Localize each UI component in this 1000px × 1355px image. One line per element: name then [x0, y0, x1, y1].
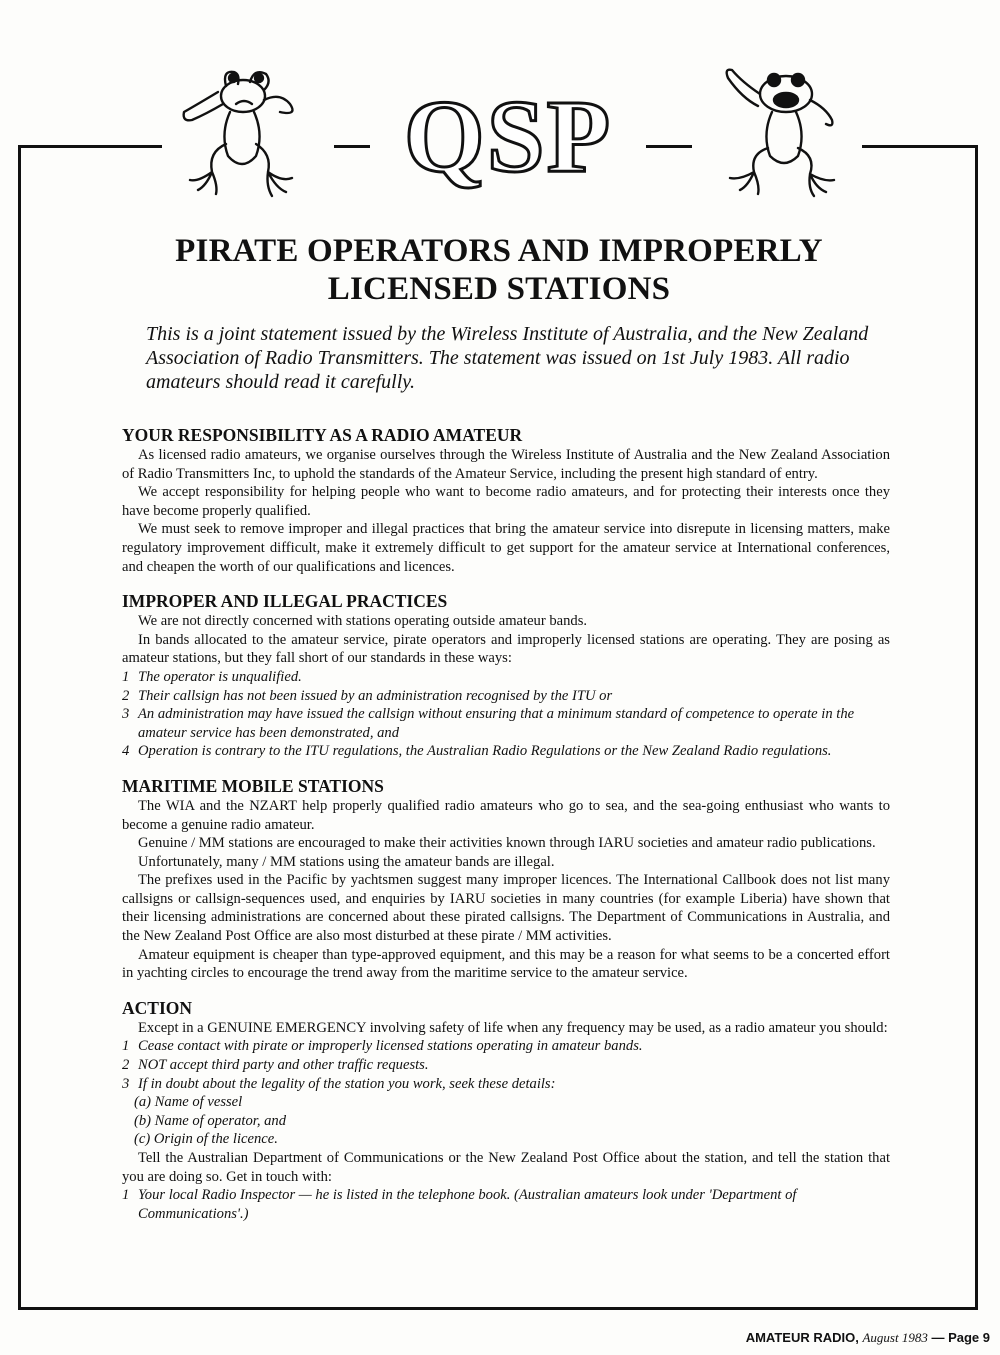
- cheerful-frog-illustration: [692, 64, 862, 202]
- list-item: 2 Their callsign has not been issued by an administration recognised by the ITU or: [122, 687, 613, 704]
- headline-line-1: PIRATE OPERATORS AND IMPROPERLY: [175, 233, 823, 269]
- page-number: — Page 9: [931, 1330, 990, 1345]
- headline: [108, 232, 890, 308]
- paragraph: Genuine / MM stations are encouraged to make their activities known through IARU societies and amateur radio publications.: [138, 835, 876, 852]
- section-responsibility: [122, 424, 890, 576]
- paragraph: Except in a GENUINE EMERGENCY involving safety of life when any frequency may be used, as a radio amateur you should:: [138, 1019, 888, 1036]
- sub-item: (c) Origin of the licence.: [134, 1131, 278, 1148]
- sub-item: (b) Name of operator, and: [134, 1112, 287, 1129]
- paragraph: Amateur equipment is cheaper than type-approved equipment, and this may be a reason for what seems to be a concerted effort in yachting circles to encourage the trend away from the maritime service to the amateur service.: [122, 946, 890, 982]
- section-maritime: [122, 775, 890, 983]
- section-action: [122, 997, 890, 1224]
- paragraph: The WIA and the NZART help properly qualified radio amateurs who go to sea, and the sea-going enthusiast who wants to become a genuine radio amateur.: [122, 797, 890, 833]
- worried-frog-illustration: [162, 64, 334, 204]
- list-item: 1 Cease contact with pirate or improperly licensed stations operating in amateur bands.: [122, 1038, 643, 1055]
- paragraph: The prefixes used in the Pacific by yachtsmen suggest many improper licences. The International Callbook does not list many callsigns or callsign-sequences used, and enquiries by IARU societies in many countries (for example Liberia) have shown that their licensing administrations are concerned about these pirated callsigns. The Department of Communications in Australia, and the New Zealand Post Office are also most disturbed at these pirate / MM activities.: [122, 872, 890, 945]
- paragraph: We accept responsibility for helping people who want to become radio amateurs, and for protecting their interests once they have become properly qualified.: [122, 484, 890, 519]
- intro-statement: This is a joint statement issued by the Wireless Institute of Australia, and the New Zealand Association of Radio Transmitters. The statement was issued on 1st July 1983. All radio amateurs should read it carefully.: [146, 323, 869, 393]
- paragraph: As licensed radio amateurs, we organise ourselves through the Wireless Institute of Australia and the New Zealand Association of Radio Transmitters Inc, to uphold the standards of the Amateur Service, including the present high standard of entry.: [122, 447, 890, 482]
- section-title: YOUR RESPONSIBILITY AS A RADIO AMATEUR: [122, 425, 523, 445]
- paragraph: In bands allocated to the amateur service, pirate operators and improperly licensed stations are operating. They are posing as amateur stations, but they fall short of our standards in these ways:: [122, 631, 890, 667]
- issue-date: August 1983: [862, 1330, 928, 1345]
- section-title: MARITIME MOBILE STATIONS: [122, 775, 384, 796]
- headline-line-2: LICENSED STATIONS: [327, 271, 671, 307]
- qsp-logo-text: QSP: [403, 79, 613, 194]
- list-item: 4 Operation is contrary to the ITU regulations, the Australian Radio Regulations or the New Zealand Radio regulations.: [122, 743, 832, 760]
- section-title: IMPROPER AND ILLEGAL PRACTICES: [122, 591, 448, 612]
- page-footer: [746, 1330, 990, 1346]
- list-item: 3 If in doubt about the legality of the station you work, seek these details:: [122, 1075, 556, 1092]
- paragraph: Unfortunately, many / MM stations using the amateur bands are illegal.: [138, 853, 555, 870]
- section-improper: [122, 590, 890, 761]
- magazine-name: AMATEUR RADIO,: [745, 1330, 859, 1345]
- qsp-logo: [370, 68, 646, 198]
- sub-item: (a) Name of vessel: [134, 1094, 243, 1111]
- list-item: 2 NOT accept third party and other traffic requests.: [122, 1057, 429, 1074]
- article: [122, 232, 890, 1237]
- section-title: ACTION: [122, 997, 193, 1018]
- list-item: 1 The operator is unqualified.: [122, 668, 302, 685]
- paragraph: Tell the Australian Department of Communications or the New Zealand Post Office about the station, and tell the station that you are doing so. Get in touch with:: [122, 1150, 890, 1185]
- paragraph: We must seek to remove improper and illegal practices that bring the amateur service into disrepute in licensing matters, make regulatory improvement difficult, make it extremely difficult to get support for the amateur service at International conferences, and cheapen the worth of our qualifications and licences.: [122, 521, 890, 575]
- list-item: 1 Your local Radio Inspector — he is listed in the telephone book. (Australian amateurs look under 'Department of Communications'.): [122, 1187, 797, 1222]
- paragraph: We are not directly concerned with stations operating outside amateur bands.: [138, 613, 588, 630]
- list-item: 3 An administration may have issued the callsign without ensuring that a minimum standard of competence to operate in the amateur service has been demonstrated, and: [122, 706, 855, 741]
